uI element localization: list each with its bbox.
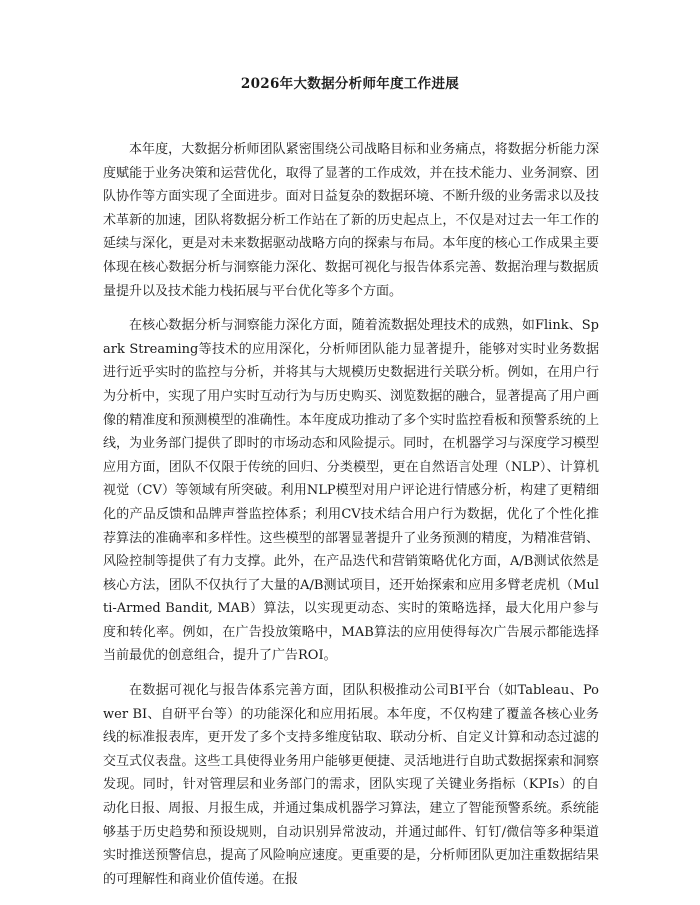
- document-title: 2026年大数据分析师年度工作进展: [240, 76, 460, 92]
- paragraph-intro: 本年度，大数据分析师团队紧密围绕公司战略目标和业务痛点，将数据分析能力深度赋能于业务决策和运营优化，取得了显著的工作成效，并在技术能力、业务洞察、团队协作等方面实现了全面进步。面对日益复杂的数据环境、不断升级的业务需求以及技术革新的加速，团队将数据分析工作站在了新的历史起点上，不仅是对过去一年工作的延续与深化，更是对未来数据驱动战略方向的探索与布局。本年度的核心工作成果主要体现在核心数据分析与洞察能力深化、数据可视化与报告体系完善、数据治理与数据质量提升以及技术能力栈拓展与平台优化等多个方面。: [103, 142, 599, 299]
- document-body: [103, 138, 599, 902]
- paragraph-core-analysis: 在核心数据分析与洞察能力深化方面，随着流数据处理技术的成熟，如Flink、Spark Streaming等技术的应用深化，分析师团队能力显著提升，能够对实时业务数据进行近乎实时的监控与分析，并将其与大规模历史数据进行关联分析。例如，在用户行为分析中，实现了用户实时互动行为与历史购买、浏览数据的融合，显著提高了用户画像的精准度和预测模型的准确性。本年度成功推动了多个实时监控看板和预警系统的上线，为业务部门提供了即时的市场动态和风险提示。同时，在机器学习与深度学习模型应用方面，团队不仅限于传统的回归、分类模型，更在自然语言处理（NLP）、计算机视觉（CV）等领域有所突破。利用NLP模型对用户评论进行情感分析，构建了更精细化的产品反馈和品牌声誉监控体系；利用CV技术结合用户行为数据，优化了个性化推荐算法的准确率和多样性。这些模型的部署显著提升了业务预测的精度，为精准营销、风险控制等提供了有力支撑。此外，在产品迭代和营销策略优化方面，A/B测试依然是核心方法，团队不仅执行了大量的A/B测试项目，还开始探索和应用多臂老虎机（Multi-Armed Bandit, MAB）算法，以实现更动态、实时的策略选择，最大化用户参与度和转化率。例如，在广告投放策略中，MAB算法的应用使得每次广告展示都能选择当前最优的创意组合，提升了广告ROI。: [103, 318, 599, 664]
- paragraph-visualization: 在数据可视化与报告体系完善方面，团队积极推动公司BI平台（如Tableau、Power BI、自研平台等）的功能深化和应用拓展。本年度，不仅构建了覆盖各核心业务线的标准报表库，更开发了多个支持多维度钻取、联动分析、自定义计算和动态过滤的交互式仪表盘。这些工具使得业务用户能够更便捷、灵活地进行自助式数据探索和洞察发现。同时，针对管理层和业务部门的需求，团队实现了关键业务指标（KPIs）的自动化日报、周报、月报生成，并通过集成机器学习算法，建立了智能预警系统。系统能够基于历史趋势和预设规则，自动识别异常波动，并通过邮件、钉钉/微信等多种渠道实时推送预警信息，提高了风险响应速度。更重要的是，分析师团队更加注重数据结果的可理解性和商业价值传递。在报: [103, 683, 599, 887]
